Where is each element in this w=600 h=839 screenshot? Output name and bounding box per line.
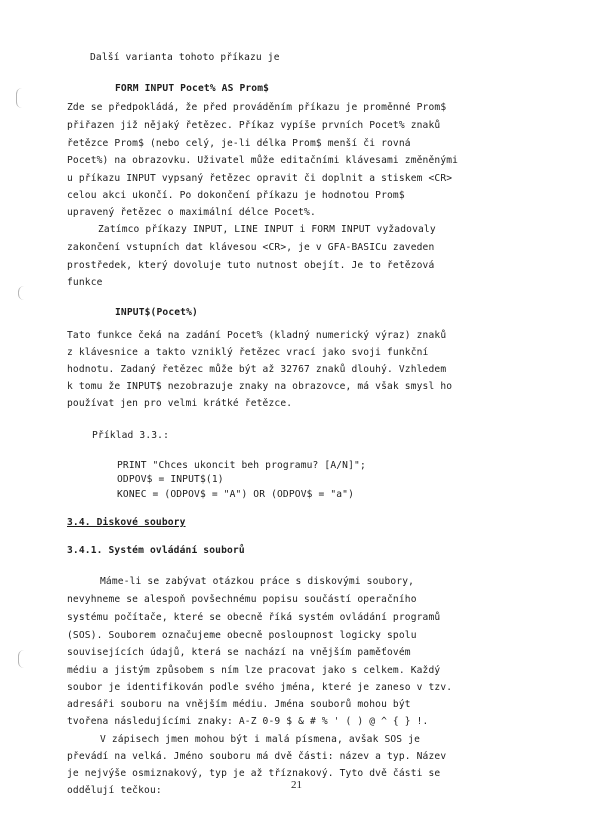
text-line: prostředek, který dovoluje tuto nutnost obejít. Je to řetězová [67,260,435,271]
text-line: nevyhneme se alespoň povšechnému popisu součástí operačního [67,594,417,605]
text-line: soubor je identifikován podle svého jména, které je zaneso v tzv. [67,682,453,693]
text-line: adresáři souboru na vnějším médiu. Jména souborů mohou být [67,699,411,710]
margin-mark [18,286,25,300]
text-line: Máme-li se zabývat otázkou práce s diskovými soubory, [100,576,415,587]
code-line: ODPOV$ = INPUT$(1) [117,474,224,485]
text-line: oddělují tečkou: [67,785,162,796]
text-line: je nejvýše osmiznakový, typ je až tříznakový. Tyto dvě části se [67,768,441,779]
text-line: Další varianta tohoto příkazu je [90,52,280,63]
code-line: KONEC = (ODPOV$ = "A") OR (ODPOV$ = "a") [117,489,355,500]
text-line: přiřazen již nějaký řetězec. Příkaz vypíše prvních Pocet% znaků [67,120,441,131]
text-line: hodnotu. Zadaný řetězec může být až 32767 znaků dlouhý. Vzhledem [67,364,447,375]
section-heading: 3.4. Diskové soubory [67,517,186,528]
text-line: Tato funkce čeká na zadání Pocet% (kladný numerický výraz) znaků [67,330,447,341]
text-line: funkce [67,277,103,288]
text-line: z klávesnice a takto vzniklý řetězec vrací jako svoji funkční [67,347,429,358]
text-line: Zatímco příkazy INPUT, LINE INPUT i FORM INPUT vyžadovaly [98,224,436,235]
code-line: PRINT "Chces ukoncit beh programu? [A/N]"; [117,460,366,471]
text-line: (SOS). Souborem označujeme obecně posloupnost logicky spolu [67,630,417,641]
example-label: Příklad 3.3.: [92,430,170,441]
text-line: upravený řetězec o maximální délce Pocet%. [67,207,316,218]
code-line: INPUT$(Pocet%) [115,307,198,318]
margin-mark [18,650,25,668]
subsection-heading: 3.4.1. Systém ovládání souborů [67,545,245,556]
text-line: médiu a jistým způsobem s ním lze pracovat jako s celkem. Každý [67,665,441,676]
text-line: k tomu že INPUT$ nezobrazuje znaky na obrazovce, má však smysl ho [67,381,453,392]
text-line: u příkazu INPUT vypsaný řetězec opravit či doplnit a stiskem <CR> [67,173,453,184]
text-line: převádí na velká. Jméno souboru má dvě části: název a typ. Název [67,751,447,762]
text-line: souvisejících údajů, která se nachází na vnějším paměťovém [67,647,411,658]
page-number: 21 [291,779,302,791]
text-line: systému počítače, které se obecně říká systém ovládání programů [67,612,441,623]
text-line: Pocet%) na obrazovku. Uživatel může editačními klávesami změněnými [67,155,459,166]
text-line: zakončení vstupních dat klávesou <CR>, je v GFA-BASICu zaveden [67,242,435,253]
text-line: tvořena následujícími znaky: A-Z 0-9 $ & # % ' ( ) @ ^ { } !. [67,716,429,727]
text-line: řetězce Prom$ (nebo celý, je-li délka Prom$ menší či rovná [67,138,411,149]
text-line: V zápisech jmen mohou být i malá písmena, avšak SOS je [100,734,420,745]
text-line: používat jen pro velmi krátké řetězce. [67,398,293,409]
code-line: FORM INPUT Pocet% AS Prom$ [115,83,270,94]
text-line: celou akci ukončí. Po dokončení příkazu je hodnotou Prom$ [67,190,405,201]
margin-mark [16,88,23,108]
text-line: Zde se předpokládá, že před prováděním příkazu je proměnné Prom$ [67,102,447,113]
